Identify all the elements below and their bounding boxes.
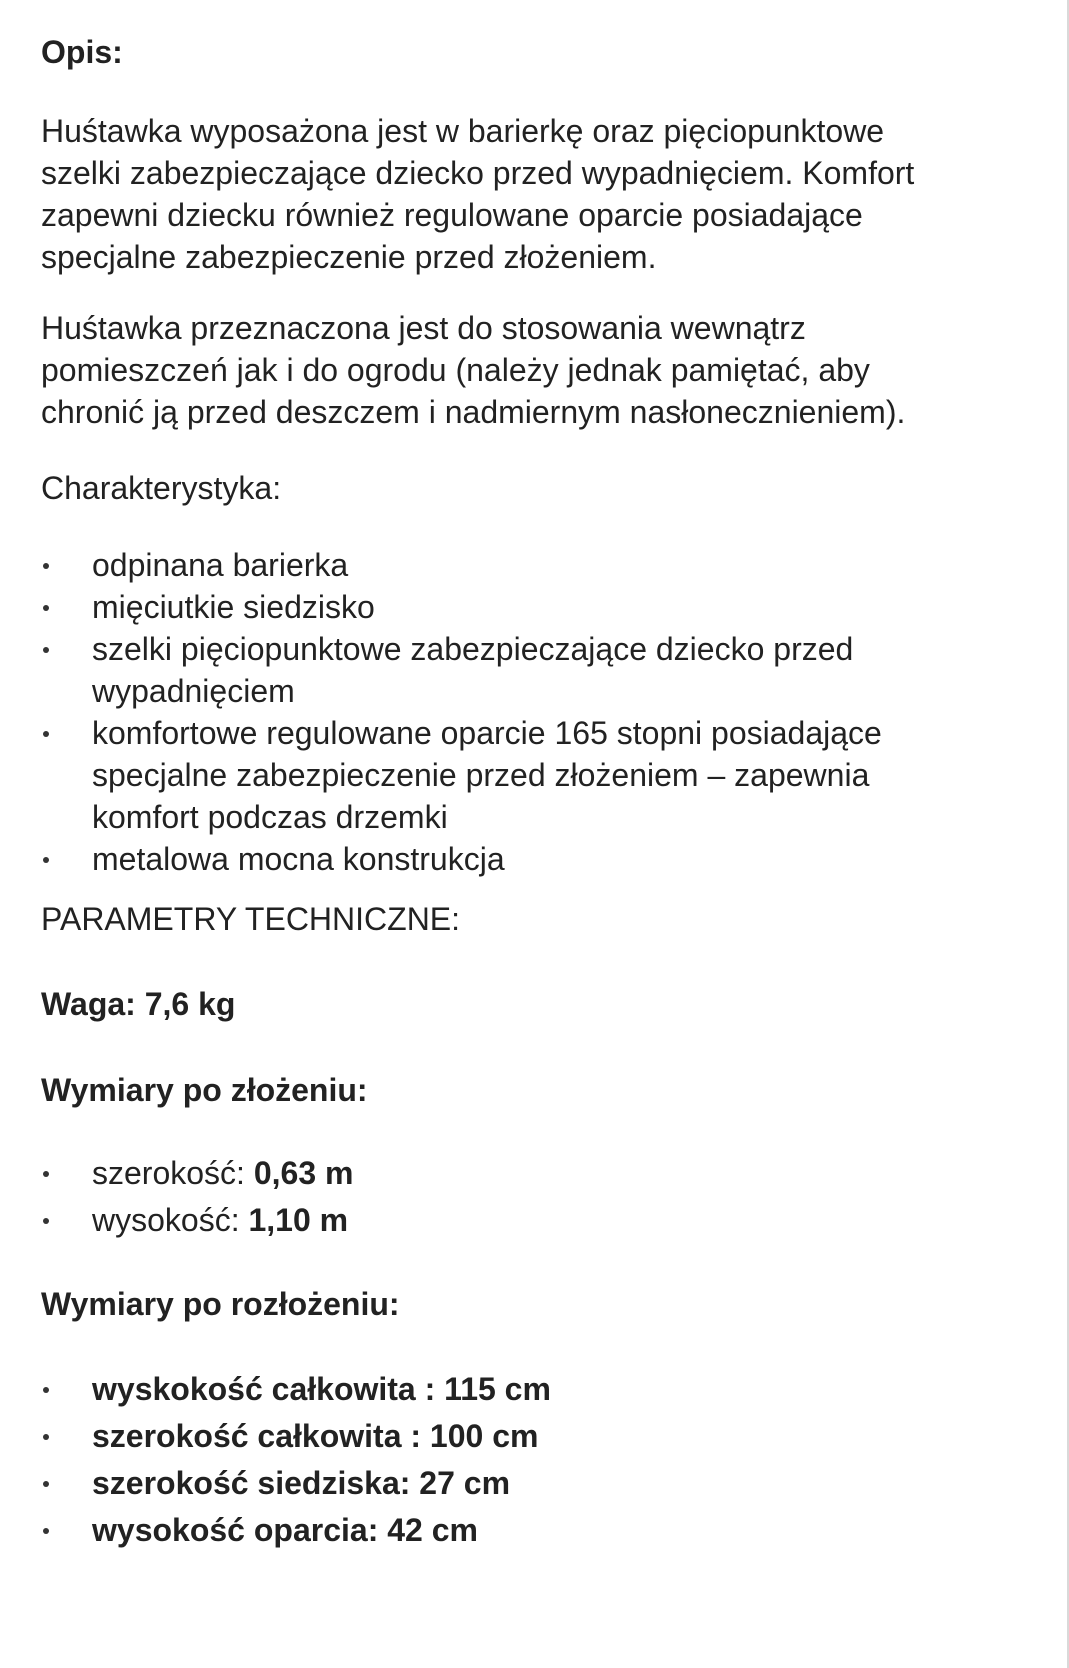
features-heading: Charakterystyka: xyxy=(41,470,282,506)
list-item: szerokość siedziska: 27 cm xyxy=(0,1460,551,1507)
opis-heading: Opis: xyxy=(41,34,123,70)
folded-heading: Wymiary po złożeniu: xyxy=(41,1072,368,1108)
unfolded-dimensions-list xyxy=(0,1366,551,1554)
paragraph-line: pomieszczeń jak i do ogrodu (należy jednak pamiętać, aby xyxy=(41,352,870,388)
list-item: metalowa mocna konstrukcja xyxy=(0,838,882,880)
paragraph-line: szelki zabezpieczające dziecko przed wypadnięciem. Komfort xyxy=(41,155,915,191)
description-paragraph-2 xyxy=(41,307,905,433)
params-heading: PARAMETRY TECHNICZNE: xyxy=(41,901,461,937)
description-paragraph-1 xyxy=(41,110,914,278)
paragraph-line: Huśtawka wyposażona jest w barierkę oraz pięciopunktowe xyxy=(41,113,885,149)
dimension-label: szerokość: xyxy=(92,1155,254,1191)
folded-dimensions-list xyxy=(0,1150,353,1244)
list-item: wysokość oparcia: 42 cm xyxy=(0,1507,551,1554)
dimension-value: 0,63 m xyxy=(253,1155,354,1191)
dimension-label: wysokość: xyxy=(92,1202,249,1238)
list-item: komfortowe regulowane oparcie 165 stopni posiadające specjalne zabezpieczenie przed złożeniem – zapewnia komfort podczas drzemki xyxy=(0,712,882,838)
list-item xyxy=(0,1150,353,1197)
features-list xyxy=(0,544,882,880)
weight-line: Waga: 7,6 kg xyxy=(41,986,236,1022)
list-item: odpinana barierka xyxy=(0,544,882,586)
paragraph-line: specjalne zabezpieczenie przed złożeniem. xyxy=(41,239,657,275)
list-item xyxy=(0,1197,353,1244)
paragraph-line: zapewni dziecku również regulowane oparcie posiadające xyxy=(41,197,863,233)
list-item: szelki pięciopunktowe zabezpieczające dziecko przed wypadnięciem xyxy=(0,628,882,712)
list-item: wyskokość całkowita : 115 cm xyxy=(0,1366,551,1413)
unfolded-heading: Wymiary po rozłożeniu: xyxy=(41,1286,400,1322)
list-item: mięciutkie siedzisko xyxy=(0,586,882,628)
list-item: szerokość całkowita : 100 cm xyxy=(0,1413,551,1460)
paragraph-line: Huśtawka przeznaczona jest do stosowania wewnątrz xyxy=(41,310,806,346)
paragraph-line: chronić ją przed deszczem i nadmiernym nasłonecznieniem). xyxy=(41,394,906,430)
dimension-value: 1,10 m xyxy=(248,1202,349,1238)
